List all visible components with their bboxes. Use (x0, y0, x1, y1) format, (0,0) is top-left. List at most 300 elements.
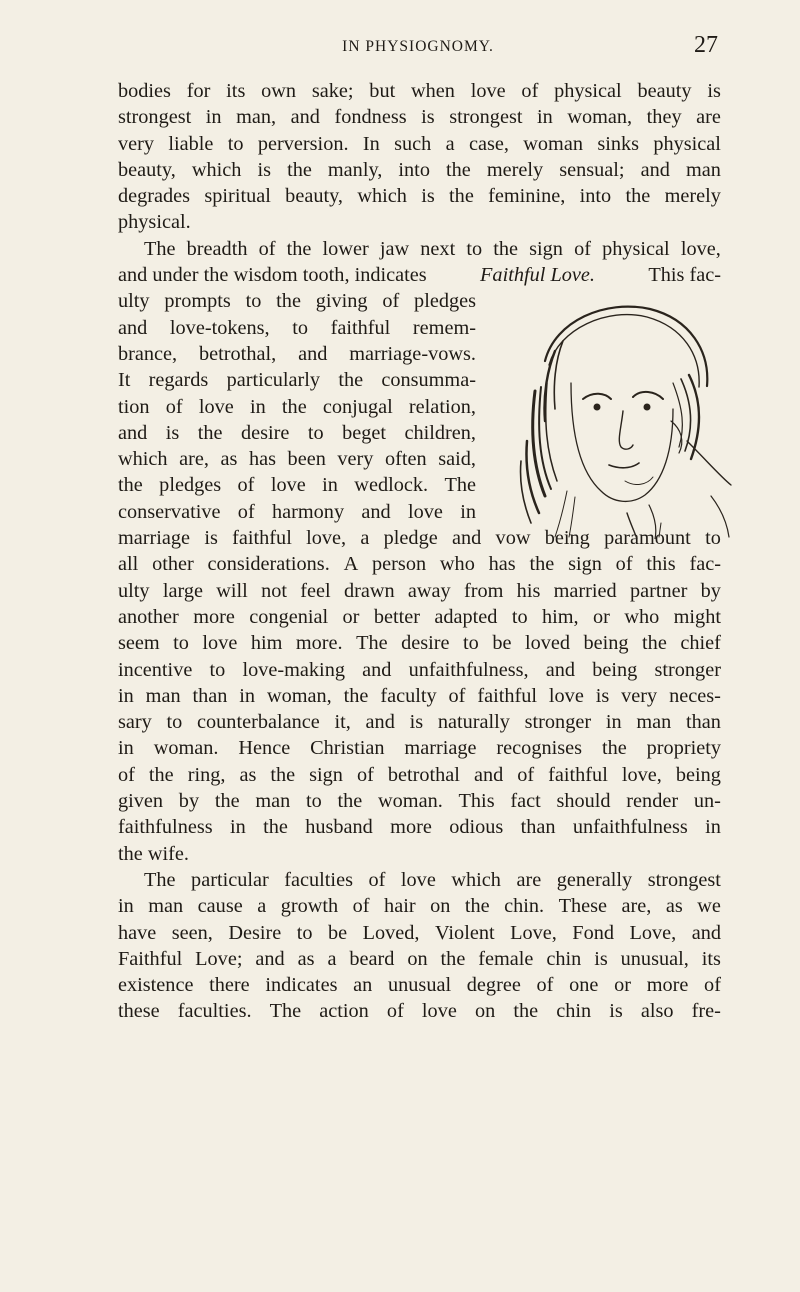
word: The (444, 474, 476, 497)
word: of (521, 80, 539, 102)
word: drawn (343, 579, 395, 602)
word: love, (680, 237, 721, 260)
word: Desire (228, 921, 282, 944)
word: the (529, 553, 555, 576)
word: which (191, 158, 242, 181)
word: fac- (689, 553, 721, 576)
word: giving (315, 290, 368, 313)
word: propriety (646, 737, 721, 760)
word: large (162, 579, 203, 602)
word: betrothal (387, 763, 460, 786)
word: a (327, 947, 337, 970)
word: also (640, 1000, 674, 1023)
word: such (394, 132, 432, 155)
word: by (700, 579, 721, 602)
word: to (292, 316, 308, 339)
word: ulty (118, 290, 150, 313)
text-line (118, 420, 476, 446)
word: the (287, 158, 312, 181)
word: Fond (572, 921, 614, 944)
word: or (593, 605, 610, 628)
word: lower (322, 237, 369, 260)
text-line (118, 236, 721, 262)
word: harmony (272, 500, 345, 523)
word: The (144, 868, 176, 891)
word: the (449, 185, 474, 208)
word: strongest (118, 106, 192, 129)
word: faithful (477, 684, 538, 707)
word: is (257, 158, 272, 181)
word: is (595, 684, 610, 707)
word: This (458, 790, 495, 813)
text-line (118, 630, 721, 656)
word: merely (486, 158, 544, 181)
word: incentive (118, 658, 193, 681)
word: faithful (548, 763, 608, 786)
word: very (118, 132, 155, 155)
word: and (290, 106, 320, 129)
word: his (516, 579, 541, 602)
word: Christian (310, 737, 385, 760)
word: to (173, 632, 189, 655)
word: ulty (118, 579, 150, 602)
word: Love, (510, 921, 557, 944)
word: being (592, 658, 638, 681)
word: beget (342, 421, 387, 444)
word: perversion. (257, 132, 349, 155)
word: an (353, 974, 373, 997)
word: as (239, 763, 257, 786)
word: one (569, 974, 599, 997)
word: when (411, 80, 455, 102)
word: him (250, 632, 283, 655)
word: These (558, 895, 608, 918)
word: stronger (654, 658, 721, 681)
word: love-making (242, 658, 345, 681)
word: said, (438, 448, 476, 471)
word: the (197, 421, 223, 444)
word: the (281, 395, 307, 418)
word: and (362, 658, 392, 681)
text-line (118, 183, 721, 209)
word: the (270, 763, 296, 786)
word: brance, (118, 342, 178, 365)
word: generally (556, 868, 633, 891)
word: than (685, 711, 721, 734)
word: sign (529, 237, 563, 260)
word: than (192, 684, 228, 707)
text-line (118, 104, 721, 130)
word: not (261, 579, 288, 602)
text-line (118, 288, 476, 314)
word: a (257, 895, 267, 918)
word: of (615, 553, 633, 576)
word: degrades (118, 185, 191, 208)
word: on (430, 895, 451, 918)
word: of (356, 763, 374, 786)
word: to (305, 790, 322, 813)
text-line (118, 788, 721, 814)
word: next (420, 237, 456, 260)
word: female (478, 947, 534, 970)
word: love (421, 1000, 457, 1023)
word: Love, (629, 921, 677, 944)
word: of (536, 974, 554, 997)
word: fre- (691, 1000, 721, 1023)
text-line (118, 972, 721, 998)
text-line (118, 367, 476, 393)
word: desire (240, 421, 290, 444)
text-line (118, 499, 476, 525)
word: love (548, 684, 584, 707)
word: of (382, 290, 400, 313)
word: to (466, 237, 483, 260)
word: the (464, 895, 490, 918)
word: but (369, 80, 396, 102)
word: marriage-vows. (349, 342, 476, 365)
text-line: the wife. (118, 842, 189, 865)
word: to (227, 132, 244, 155)
word: the (118, 474, 143, 497)
word: this (646, 553, 676, 576)
word: Violent (434, 921, 495, 944)
word: the (276, 290, 301, 313)
word: to (296, 921, 313, 944)
word: is (421, 106, 435, 129)
word: growth (280, 895, 339, 918)
word: should (556, 790, 611, 813)
word: chin (556, 1000, 592, 1023)
text-run: This fac- (648, 264, 721, 287)
body-text (118, 78, 721, 1025)
word: love, (306, 527, 347, 550)
word: who (439, 553, 475, 576)
word: in (118, 737, 134, 760)
word: seen, (171, 921, 213, 944)
word: in (705, 816, 721, 839)
text-line (118, 657, 721, 683)
word: breadth (186, 237, 248, 260)
text-line (118, 998, 721, 1024)
word: love (400, 868, 436, 891)
word: conjugal (322, 395, 393, 418)
word: of (574, 237, 591, 260)
word: feminine, (488, 185, 566, 208)
word: another (118, 605, 179, 628)
word: of (448, 684, 466, 707)
word: often (384, 448, 427, 471)
word: all (118, 553, 139, 576)
word: of (517, 763, 535, 786)
word: man (145, 684, 181, 707)
word: recognises (496, 737, 583, 760)
word: has (248, 448, 276, 471)
text-line (118, 157, 721, 183)
word: The (269, 1000, 302, 1023)
word: is (204, 527, 218, 550)
word: man (148, 895, 184, 918)
word: in (229, 816, 246, 839)
word: is (165, 421, 180, 444)
word: to (307, 421, 324, 444)
word: merely (664, 185, 721, 208)
word: love (470, 80, 506, 102)
word: pledges (414, 290, 476, 313)
word: case, (468, 132, 509, 155)
word: more (193, 605, 235, 628)
text-line (118, 315, 476, 341)
word: children, (404, 421, 476, 444)
word: it, (334, 711, 351, 734)
word: unusual, (620, 947, 689, 970)
text-line (118, 446, 476, 472)
word: love (407, 500, 443, 523)
word: consumma- (381, 369, 476, 392)
word: considerations. (207, 553, 330, 576)
text-line (118, 867, 721, 893)
word: the (601, 737, 627, 760)
word: the (148, 763, 174, 786)
word: is (409, 711, 424, 734)
word: sign (568, 553, 602, 576)
word: than (520, 816, 556, 839)
word: of (237, 474, 255, 497)
word: loved (524, 632, 571, 655)
word: faculties. (177, 1000, 252, 1023)
word: love (270, 474, 306, 497)
word: have (118, 921, 157, 944)
word: given (118, 790, 164, 813)
word: physical (554, 80, 622, 102)
word: sinks (597, 132, 640, 155)
word: love (198, 395, 234, 418)
word: has (488, 553, 516, 576)
word: seem (118, 632, 160, 655)
word: more (646, 974, 689, 997)
word: as (665, 895, 683, 918)
word: unfaithfulness (572, 816, 688, 839)
text-line (118, 762, 721, 788)
word: of (704, 974, 721, 997)
word: love, (621, 763, 662, 786)
word: In (362, 132, 380, 155)
word: remem- (412, 316, 476, 339)
word: vow (495, 527, 531, 550)
word: in (322, 474, 338, 497)
word: and (451, 527, 482, 550)
word: fact (510, 790, 541, 813)
word: conservative (118, 500, 221, 523)
word: and (640, 158, 670, 181)
word: are (516, 868, 542, 891)
text-line: physical. (118, 211, 191, 234)
word: into (398, 158, 430, 181)
word: particular (191, 868, 269, 891)
text-line (118, 578, 721, 604)
word: in (239, 684, 256, 707)
word: a (445, 132, 455, 155)
word: odious (449, 816, 504, 839)
word: the (286, 237, 312, 260)
word: the (625, 185, 651, 208)
word: stronger (524, 711, 592, 734)
word: been (287, 448, 326, 471)
word: sign (309, 763, 343, 786)
word: which (118, 448, 168, 471)
word: in (118, 895, 134, 918)
word: desire (401, 632, 450, 655)
word: and (255, 947, 285, 970)
text-line (118, 472, 476, 498)
word: better (373, 605, 420, 628)
word: by (178, 790, 200, 813)
word: a (360, 527, 370, 550)
word: and (118, 421, 148, 444)
word: un- (693, 790, 721, 813)
word: particularly (226, 369, 321, 392)
word: is (707, 80, 721, 102)
word: regards (148, 369, 209, 392)
word: beauty (637, 80, 692, 102)
word: of (258, 237, 276, 260)
text-line (118, 551, 721, 577)
word: the (493, 237, 519, 260)
word: pledge (383, 527, 438, 550)
word: marriage (118, 527, 191, 550)
word: spiritual (204, 185, 271, 208)
word: faculties (284, 868, 353, 891)
text-line (118, 683, 721, 709)
word: liable (168, 132, 214, 155)
word: woman. (153, 737, 219, 760)
word: be (328, 921, 348, 944)
word: as (297, 947, 315, 970)
word: chief (680, 632, 721, 655)
word: are (696, 106, 721, 129)
word: adapted (434, 605, 498, 628)
word: counterbalance (197, 711, 320, 734)
face-engraving-illustration (475, 291, 735, 539)
word: the (642, 632, 667, 655)
word: of (118, 763, 135, 786)
word: him, (542, 605, 579, 628)
word: is (609, 1000, 623, 1023)
word: the (263, 816, 288, 839)
word: there (209, 974, 250, 997)
word: might (673, 605, 721, 628)
word: man, (236, 106, 277, 129)
word: beauty, (118, 158, 176, 181)
word: more. (295, 632, 343, 655)
word: which (451, 868, 501, 891)
word: woman (523, 132, 583, 155)
text-line (118, 920, 721, 946)
word: or (614, 974, 631, 997)
word: prompts (164, 290, 231, 313)
word: fondness (334, 106, 407, 129)
word: cause (197, 895, 243, 918)
word: the (513, 1000, 539, 1023)
word: and (473, 763, 504, 786)
word: to (209, 658, 226, 681)
word: strongest (449, 106, 523, 129)
word: in (605, 711, 622, 734)
word: ring, (187, 763, 226, 786)
word: existence (118, 974, 194, 997)
word: they (646, 106, 682, 129)
word: sake; (311, 80, 354, 102)
word: partner (629, 579, 688, 602)
text-line (118, 131, 721, 157)
word: and (361, 500, 391, 523)
running-head (118, 34, 718, 64)
word: the (214, 790, 240, 813)
word: or (342, 605, 360, 628)
word: faithful (232, 527, 292, 550)
word: to (166, 711, 183, 734)
word: indicates (265, 974, 338, 997)
word: Love; (195, 947, 243, 970)
text-line (118, 262, 721, 288)
word: woman. (378, 790, 443, 813)
word: of (352, 895, 370, 918)
word: the (337, 790, 363, 813)
word: naturally (437, 711, 510, 734)
word: jaw (379, 237, 410, 260)
word: Hence (238, 737, 291, 760)
word: marriage (404, 737, 477, 760)
word: on (407, 947, 428, 970)
word: degree (466, 974, 521, 997)
word: to (245, 290, 262, 313)
word: very (621, 684, 658, 707)
word: are, (621, 895, 652, 918)
word: sensual; (559, 158, 625, 181)
word: to (511, 605, 528, 628)
word: betrothal, (199, 342, 277, 365)
word: in (118, 684, 134, 707)
word: to (463, 632, 479, 655)
word: hair (384, 895, 416, 918)
word: woman, (567, 106, 633, 129)
word: on (474, 1000, 496, 1023)
word: man (685, 158, 721, 181)
text-line (118, 735, 721, 761)
text-line (118, 814, 721, 840)
word: the (338, 369, 364, 392)
word: of (165, 395, 183, 418)
word: from (463, 579, 504, 602)
word: are, (179, 448, 209, 471)
word: man (636, 711, 672, 734)
word: in (460, 500, 476, 523)
word: husband (305, 816, 373, 839)
word: being (675, 763, 721, 786)
word: and (298, 342, 328, 365)
word: action (319, 1000, 369, 1023)
word: bodies (118, 80, 171, 102)
text-line (118, 341, 476, 367)
word: the (446, 158, 471, 181)
word: faithful (330, 316, 391, 339)
word: physical (602, 237, 670, 260)
word: its (226, 80, 246, 102)
word: its (701, 947, 721, 970)
word: chin (546, 947, 582, 970)
word: for (186, 80, 211, 102)
word: very (337, 448, 374, 471)
page-number: 27 (694, 32, 718, 58)
